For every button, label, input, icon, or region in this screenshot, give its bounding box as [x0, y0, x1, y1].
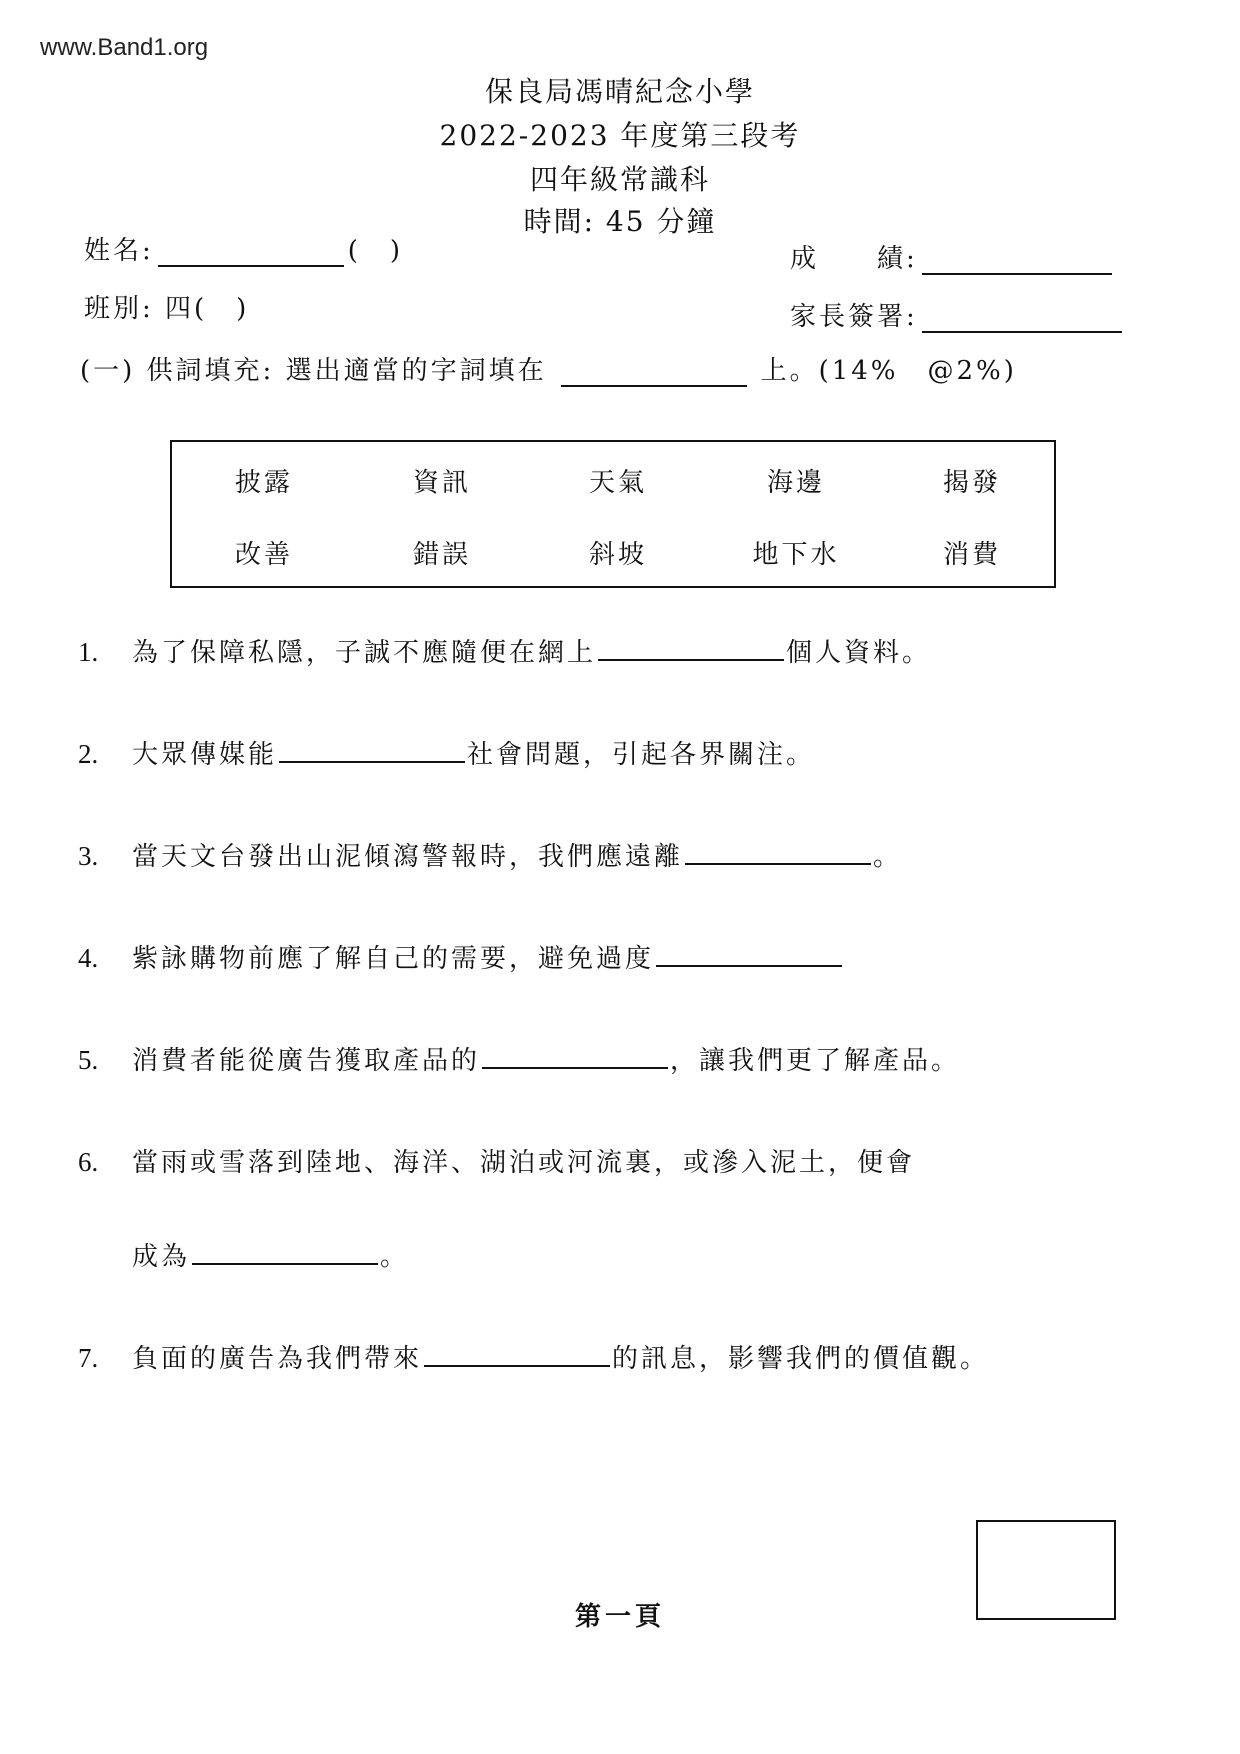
question-5 — [78, 1040, 960, 1077]
question-text: 成為 — [132, 1242, 191, 1272]
word-bank-item: 披露 — [234, 468, 294, 498]
question-text: 為了保障私隱，子誠不應隨便在網上 — [132, 638, 597, 668]
signature-field — [790, 296, 1126, 333]
exam-title: 2022-2023 年度第三段考 — [439, 119, 801, 152]
score-label: 成 績: — [790, 244, 918, 274]
word-bank-item: 揭發 — [942, 468, 1002, 498]
question-number: 3. — [78, 841, 99, 871]
signature-blank[interactable] — [922, 305, 1122, 333]
section-sample-blank — [561, 359, 747, 387]
exam-time: 時間: 45 分鐘 — [523, 205, 717, 238]
question-number: 2. — [78, 739, 99, 769]
page-number: 第一頁 — [574, 1602, 665, 1632]
answer-blank[interactable] — [656, 941, 842, 967]
question-number: 4. — [78, 943, 99, 973]
question-7 — [78, 1338, 989, 1375]
name-number-paren: ( ) — [347, 236, 404, 266]
name-label: 姓名: — [84, 236, 154, 266]
question-text-end: 個人資料。 — [786, 638, 932, 668]
question-number: 7. — [78, 1343, 99, 1373]
question-text-end: 的訊息，影響我們的價值觀。 — [612, 1344, 990, 1374]
score-field — [790, 238, 1116, 275]
question-number: 5. — [78, 1045, 99, 1075]
answer-blank[interactable] — [685, 839, 871, 865]
answer-blank[interactable] — [192, 1239, 378, 1265]
question-text-end: 。 — [873, 842, 903, 872]
question-6-continued — [78, 1236, 409, 1273]
answer-blank[interactable] — [424, 1341, 610, 1367]
question-4 — [78, 938, 844, 975]
word-bank-item: 錯誤 — [412, 540, 472, 570]
question-text: 紫詠購物前應了解自己的需要，避免過度 — [132, 944, 655, 974]
question-2 — [78, 734, 815, 771]
answer-blank[interactable] — [598, 635, 784, 661]
answer-blank[interactable] — [482, 1043, 668, 1069]
class-field: 班別: 四( ) — [84, 294, 250, 324]
signature-label: 家長簽署: — [790, 302, 918, 332]
question-number: 6. — [78, 1147, 99, 1177]
page-score-box[interactable] — [976, 1520, 1116, 1620]
name-field — [84, 230, 403, 267]
word-bank-item: 資訊 — [412, 468, 472, 498]
score-blank[interactable] — [922, 247, 1112, 275]
question-text: 當雨或雪落到陸地、海洋、湖泊或河流裏，或滲入泥土，便會 — [132, 1148, 916, 1178]
word-bank-item: 地下水 — [752, 540, 840, 570]
word-bank-item: 消費 — [942, 540, 1002, 570]
section-title-b: 上。(14% @2%) — [760, 356, 1017, 386]
question-text: 大眾傳媒能 — [132, 740, 278, 770]
question-text: 負面的廣告為我們帶來 — [132, 1344, 423, 1374]
watermark-url: www.Band1.org — [40, 34, 209, 61]
name-blank[interactable] — [158, 239, 344, 267]
question-1 — [78, 632, 931, 669]
question-text: 當天文台發出山泥傾瀉警報時，我們應遠離 — [132, 842, 684, 872]
question-6 — [78, 1142, 915, 1179]
section-title — [80, 350, 1017, 387]
question-number: 1. — [78, 637, 99, 667]
word-bank-item: 海邊 — [766, 468, 826, 498]
word-bank-item: 斜坡 — [588, 540, 648, 570]
word-bank-item: 改善 — [234, 540, 294, 570]
question-text: 消費者能從廣告獲取產品的 — [132, 1046, 481, 1076]
question-text-end: 社會問題，引起各界關注。 — [467, 740, 816, 770]
question-3 — [78, 836, 902, 873]
question-text-end: 。 — [380, 1242, 410, 1272]
school-name: 保良局馮晴紀念小學 — [484, 75, 755, 108]
answer-blank[interactable] — [279, 737, 465, 763]
subject-title: 四年級常識科 — [529, 163, 710, 196]
word-bank-box — [170, 440, 1056, 588]
question-text-end: ，讓我們更了解產品。 — [670, 1046, 961, 1076]
word-bank-item: 天氣 — [588, 468, 648, 498]
section-title-a: (一) 供詞填充: 選出適當的字詞填在 — [80, 356, 547, 386]
